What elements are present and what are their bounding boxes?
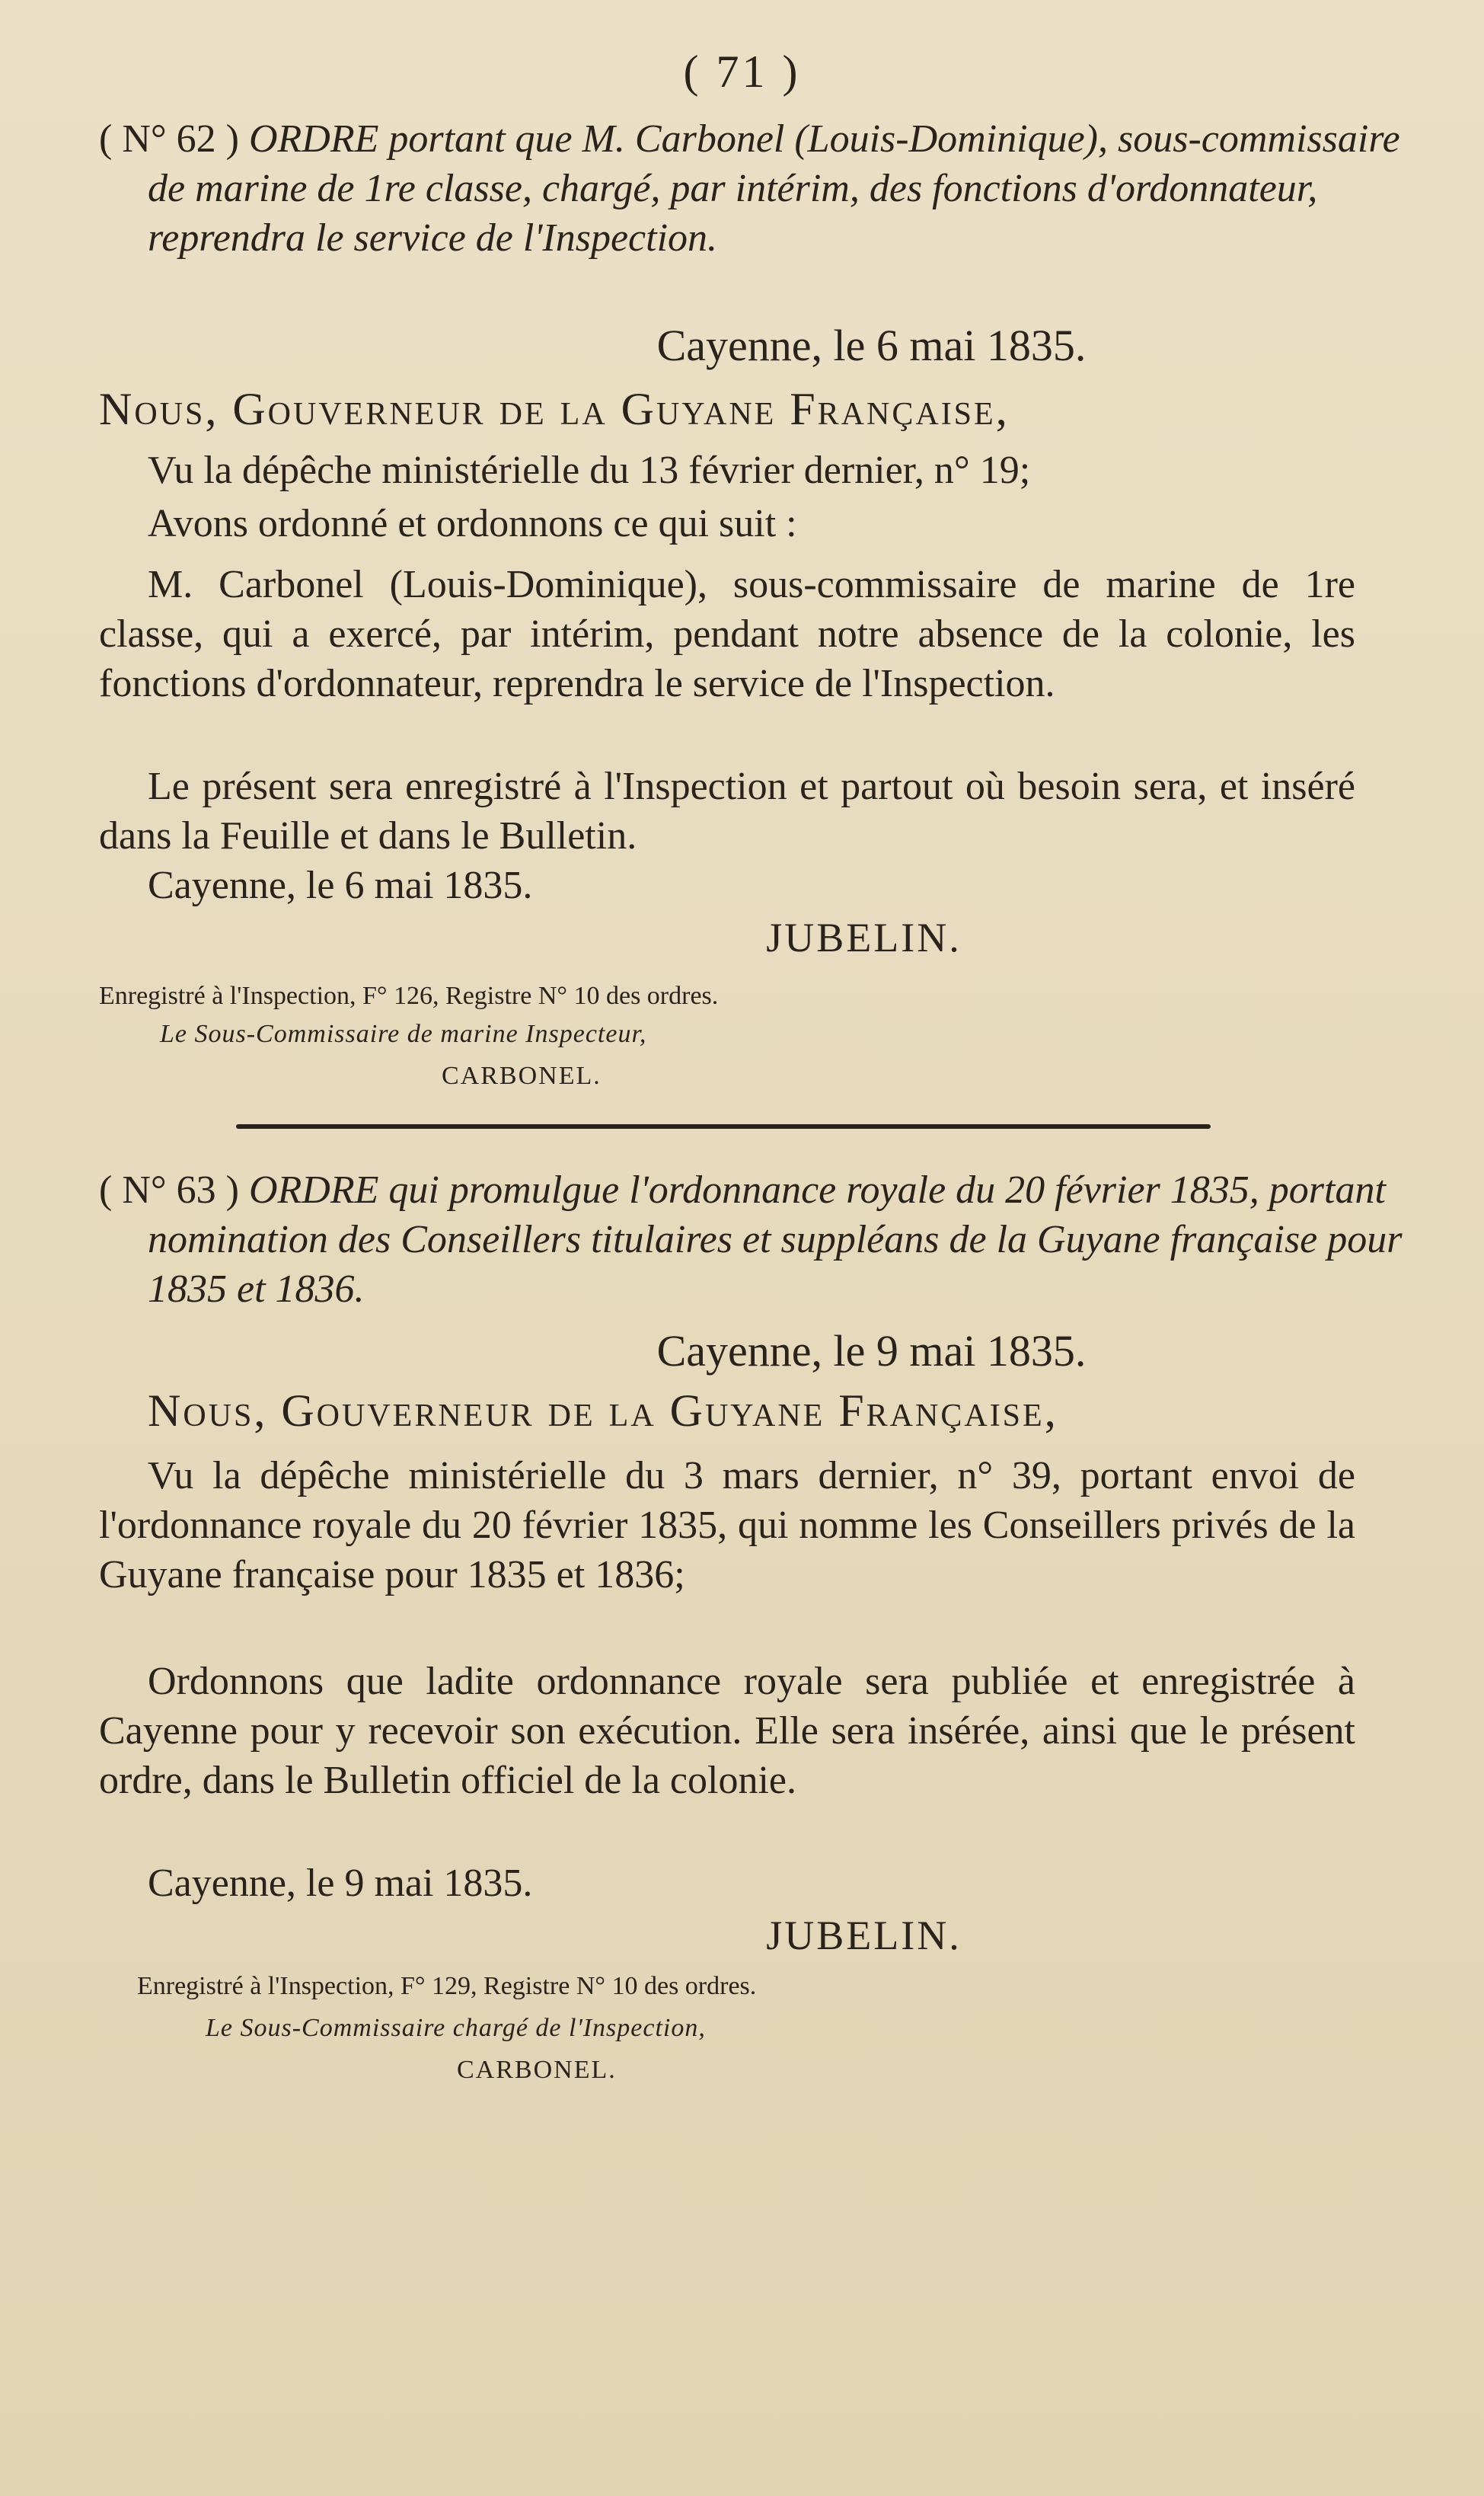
order-63-number: ( N° 63 ) bbox=[99, 1168, 239, 1212]
order-63-signature: JUBELIN. bbox=[766, 1913, 962, 1958]
page-number: ( 71 ) bbox=[683, 46, 801, 97]
order-62-number: ( N° 62 ) bbox=[99, 117, 239, 161]
order-63-heading bbox=[99, 1165, 1404, 1314]
order-63-paragraph-2: Ordonnons que ladite ordonnance royale sera publiée et enregistrée à Cayenne pour y recevoir son exécution. Elle sera insérée, ainsi que le présent ordre, dans le Bulletin officiel de la colonie. bbox=[99, 1660, 1355, 1802]
order-62-date: Cayenne, le 6 mai 1835. bbox=[656, 321, 1087, 370]
order-63-paragraph-1: Vu la dépêche ministérielle du 3 mars dernier, n° 39, portant envoi de l'ordonnance royale du 20 février 1835, qui nomme les Conseillers privés de la Guyane française pour 1835 et 1836; bbox=[99, 1454, 1355, 1596]
section-divider bbox=[236, 1124, 1211, 1129]
order-62-avons: Avons ordonné et ordonnons ce qui suit : bbox=[148, 502, 797, 545]
order-62-nous: Nous, Gouverneur de la Guyane Française, bbox=[99, 384, 1010, 434]
order-62-paragraph-2: Le présent sera enregistré à l'Inspection et partout où besoin sera, et inséré dans la Feuille et dans le Bulletin. bbox=[99, 765, 1355, 858]
order-63-registrar-name: CARBONEL. bbox=[457, 2056, 617, 2084]
order-62-heading bbox=[99, 114, 1404, 263]
order-62-registrar-name: CARBONEL. bbox=[442, 1062, 602, 1090]
order-62-signature: JUBELIN. bbox=[766, 915, 962, 960]
order-63-title: ORDRE qui promulgue l'ordonnance royale du 20 février 1835, portant nomination des Conseillers titulaires et suppléans de la Guyane française pour 1835 et 1836. bbox=[148, 1168, 1403, 1311]
order-63-registrar-title: Le Sous-Commissaire chargé de l'Inspection, bbox=[206, 2014, 706, 2042]
order-62-paragraph-1: M. Carbonel (Louis-Dominique), sous-commissaire de marine de 1re classe, qui a exercé, par intérim, pendant notre absence de la colonie, les fonctions d'ordonnateur, reprendra le service de l'Inspection. bbox=[99, 563, 1355, 705]
order-63-nous: Nous, Gouverneur de la Guyane Française, bbox=[148, 1385, 1058, 1436]
order-62-registrar-title: Le Sous-Commissaire de marine Inspecteur, bbox=[160, 1020, 647, 1048]
order-62-closing-date: Cayenne, le 6 mai 1835. bbox=[148, 864, 533, 907]
order-63-registration: Enregistré à l'Inspection, F° 129, Registre N° 10 des ordres. bbox=[137, 1972, 757, 2000]
order-62-registration: Enregistré à l'Inspection, F° 126, Registre N° 10 des ordres. bbox=[99, 982, 719, 1010]
order-63-closing-date: Cayenne, le 9 mai 1835. bbox=[148, 1862, 533, 1905]
order-62-title: ORDRE portant que M. Carbonel (Louis-Dominique), sous-commissaire de marine de 1re classe, chargé, par intérim, des fonctions d'ordonnateur, reprendra le service de l'Inspection. bbox=[148, 117, 1400, 260]
order-63-date: Cayenne, le 9 mai 1835. bbox=[656, 1326, 1087, 1376]
order-62-vu: Vu la dépêche ministérielle du 13 février dernier, n° 19; bbox=[148, 449, 1031, 492]
